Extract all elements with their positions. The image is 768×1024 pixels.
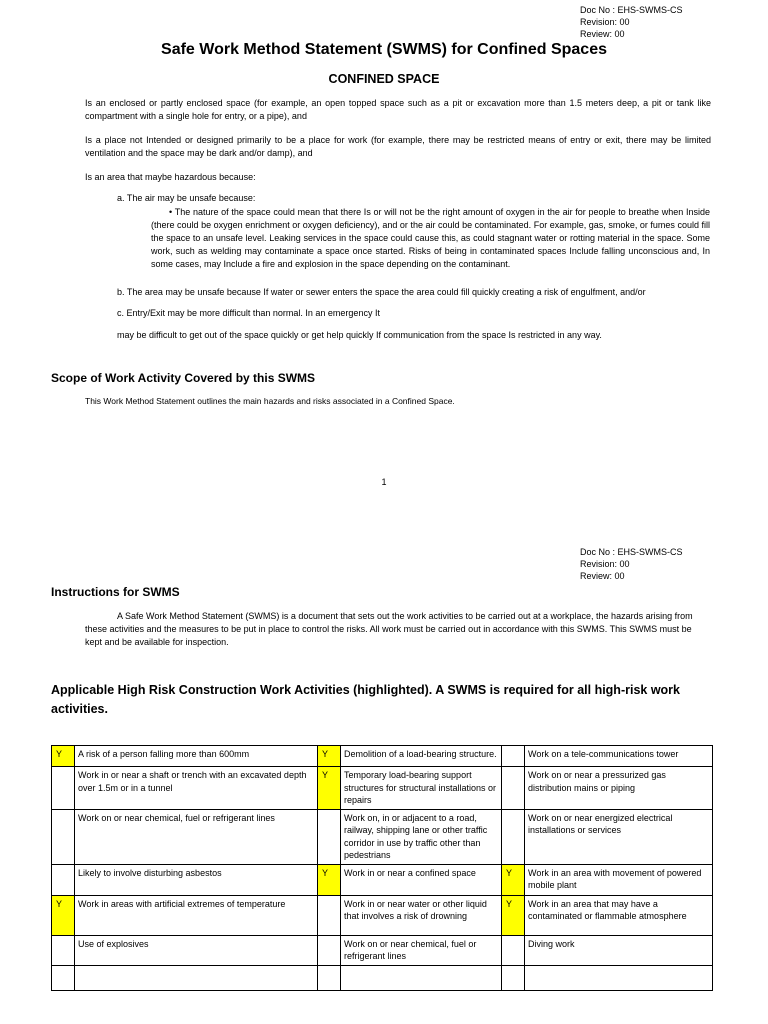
activity-cell: Temporary load-bearing support structures for structural installations or repairs xyxy=(341,767,502,810)
activity-cell: Work on or near energized electrical installations or services xyxy=(525,809,713,864)
activity-cell: Use of explosives xyxy=(75,935,318,965)
highlight-marker-cell: Y xyxy=(318,746,341,767)
activity-cell: Likely to involve disturbing asbestos xyxy=(75,864,318,895)
list-item-c-continued: may be difficult to get out of the space quickly or get help quickly If communication from the space Is restricted in any way. xyxy=(117,330,602,340)
table-row xyxy=(52,746,713,767)
document-title: Safe Work Method Statement (SWMS) for Confined Spaces xyxy=(161,41,607,58)
activity-cell: Work on or near chemical, fuel or refrigerant lines xyxy=(75,809,318,864)
highlight-marker-cell xyxy=(318,935,341,965)
activity-cell: Work on a tele-communications tower xyxy=(525,746,713,767)
highlight-marker-cell xyxy=(52,864,75,895)
highlight-marker-cell: Y xyxy=(318,864,341,895)
scope-heading: Scope of Work Activity Covered by this SWMS xyxy=(51,371,316,385)
highlight-marker-cell: Y xyxy=(502,895,525,935)
table-row xyxy=(52,809,713,864)
activity-cell: Work in areas with artificial extremes of temperature xyxy=(75,895,318,935)
activity-cell: Work in an area that may have a contaminated or flammable atmosphere xyxy=(525,895,713,935)
highlight-marker-cell xyxy=(318,809,341,864)
highlight-marker-cell xyxy=(52,935,75,965)
activity-cell: Diving work xyxy=(525,935,713,965)
activity-cell: Work on or near a pressurized gas distribution mains or piping xyxy=(525,767,713,810)
table-row xyxy=(52,895,713,935)
activity-cell: Demolition of a load-bearing structure. xyxy=(341,746,502,767)
highlight-marker-cell xyxy=(52,809,75,864)
doc-review: Review: 00 xyxy=(580,29,625,39)
doc-revision: Revision: 00 xyxy=(580,17,630,27)
high-risk-activities-table xyxy=(51,745,713,991)
list-item-c: c. Entry/Exit may be more difficult than normal. In an emergency It xyxy=(117,308,380,318)
highlight-marker-cell: Y xyxy=(52,746,75,767)
table-row xyxy=(52,965,713,990)
doc-number: Doc No : EHS-SWMS-CS xyxy=(580,5,683,15)
activity-cell: Work in or near a confined space xyxy=(341,864,502,895)
scope-text: This Work Method Statement outlines the main hazards and risks associated in a Confined Space. xyxy=(85,396,455,406)
doc-revision: Revision: 00 xyxy=(580,559,630,569)
highlight-marker-cell xyxy=(52,767,75,810)
activity-cell: A risk of a person falling more than 600mm xyxy=(75,746,318,767)
highlight-marker-cell xyxy=(502,767,525,810)
activity-cell xyxy=(75,965,318,990)
table-row xyxy=(52,767,713,810)
activity-cell: Work in an area with movement of powered mobile plant xyxy=(525,864,713,895)
table-row xyxy=(52,864,713,895)
list-item-b: b. The area may be unsafe because If water or sewer enters the space the area could fill quickly creating a risk of engulfment, and/or xyxy=(117,287,646,297)
highlight-marker-cell xyxy=(318,965,341,990)
paragraph-enclosed-space: Is an enclosed or partly enclosed space (for example, an open topped space such as a pit or excavation more than 1.5 meters deep, a pit or tank like compartment with a single hole for entry, or a pipe), and xyxy=(85,98,711,121)
activity-cell xyxy=(341,965,502,990)
instructions-text: A Safe Work Method Statement (SWMS) is a document that sets out the work activities to be carried out at a workplace, the hazards arising from these activities and the measures to be put in place to control the risks. All work must be carried out in accordance with this SWMS. This SWMS must be kept and be available for inspection. xyxy=(85,611,693,647)
bullet-air-unsafe: • The nature of the space could mean that there Is or will not be the right amount of oxygen in the air for people to breathe when Inside (there could be oxygen enrichment or oxygen deficiency), and or the air could be contaminated. For example, gas, smoke, or fumes could fill the space to an unsafe level. Leaking services in the space could cause this, as could stagnant water or rotting material in the space. Some work, such as welding may contaminate a space once started. Risks of being in contaminated spaces Include falling unconscious and, In some cases, may Include a fire and explosion in the space depending on the contaminant. xyxy=(151,207,710,269)
activity-cell: Work in or near a shaft or trench with an excavated depth over 1.5m or in a tunnel xyxy=(75,767,318,810)
highlight-marker-cell xyxy=(502,965,525,990)
highlight-marker-cell: Y xyxy=(52,895,75,935)
highlight-marker-cell xyxy=(52,965,75,990)
paragraph-not-intended: Is a place not Intended or designed primarily to be a place for work (for example, there may be restricted means of entry or exit, there may be limited ventilation and the space may be dark and/or damp), and xyxy=(85,135,711,158)
table-row xyxy=(52,935,713,965)
hrcw-heading: Applicable High Risk Construction Work Activities (highlighted). A SWMS is required for all high-risk work activities. xyxy=(51,683,680,716)
doc-number: Doc No : EHS-SWMS-CS xyxy=(580,547,683,557)
highlight-marker-cell xyxy=(502,809,525,864)
activity-cell xyxy=(525,965,713,990)
activity-cell: Work on, in or adjacent to a road, railway, shipping lane or other traffic corridor in use by traffic other than pedestrians xyxy=(341,809,502,864)
paragraph-hazardous: Is an area that maybe hazardous because: xyxy=(85,172,256,182)
activity-cell: Work on or near chemical, fuel or refrigerant lines xyxy=(341,935,502,965)
section-title: CONFINED SPACE xyxy=(328,72,440,86)
highlight-marker-cell xyxy=(502,935,525,965)
highlight-marker-cell xyxy=(502,746,525,767)
highlight-marker-cell: Y xyxy=(502,864,525,895)
page-number: 1 xyxy=(381,477,387,487)
doc-info-page2 xyxy=(580,546,683,582)
doc-info xyxy=(580,4,683,40)
activity-cell: Work in or near water or other liquid that involves a risk of drowning xyxy=(341,895,502,935)
highlight-marker-cell xyxy=(318,895,341,935)
list-item-a: a. The air may be unsafe because: xyxy=(117,193,256,203)
doc-review: Review: 00 xyxy=(580,571,625,581)
highlight-marker-cell: Y xyxy=(318,767,341,810)
instructions-heading: Instructions for SWMS xyxy=(51,585,180,599)
